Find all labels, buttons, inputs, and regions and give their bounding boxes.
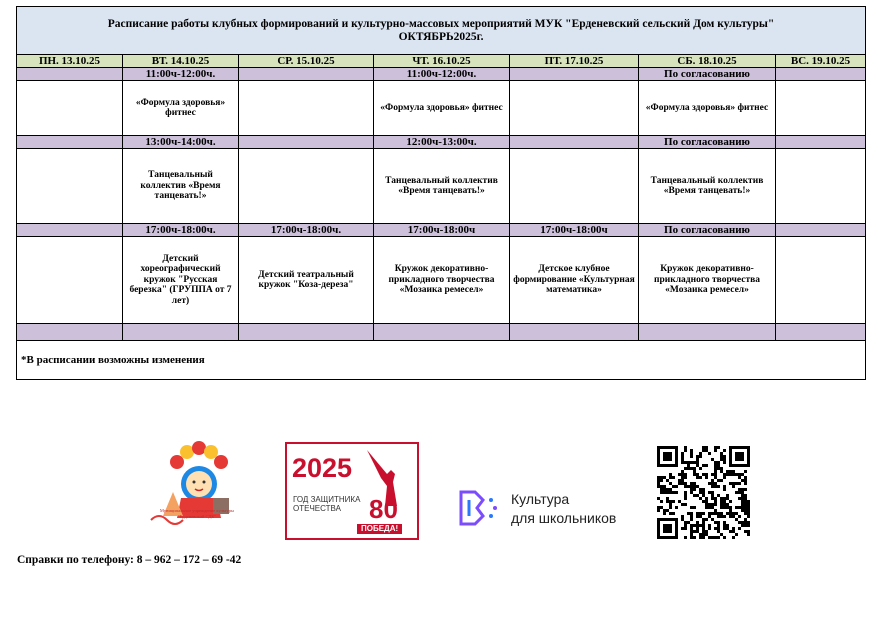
pobeda-logo — [285, 442, 419, 540]
kultura-line-2: для школьников — [511, 510, 617, 526]
empty-cell — [510, 324, 639, 341]
activity-cell: «Формула здоровья» фитнес — [374, 81, 510, 136]
time-cell: 12:00ч-13:00ч. — [374, 136, 510, 149]
activity-cell: Танцевальный коллектив «Время танцевать!» — [123, 149, 239, 224]
activity-cell: Кружок декоративно-прикладного творчества «Мозаика ремесел» — [639, 237, 776, 324]
schedule-table — [16, 6, 866, 380]
time-cell — [17, 68, 123, 81]
activity-cell — [17, 81, 123, 136]
matryoshka-icon — [147, 440, 247, 536]
activity-cell — [17, 149, 123, 224]
phone-info: Справки по телефону: 8 – 962 – 172 – 69 -42 — [17, 554, 242, 566]
empty-cell — [239, 324, 374, 341]
time-cell — [239, 136, 374, 149]
activity-cell: Кружок декоративно-прикладного творчества «Мозаика ремесел» — [374, 237, 510, 324]
kultura-k-icon — [455, 488, 501, 528]
activity-cell — [776, 81, 866, 136]
time-cell: 17:00ч-18:00ч. — [123, 224, 239, 237]
activity-cell: Танцевальный коллектив «Время танцевать!» — [374, 149, 510, 224]
dk-caption: Муниципальное учреждение культуры "Ерденевский СДК" — [159, 508, 235, 519]
activity-cell — [776, 237, 866, 324]
pobeda-line-1: ГОД ЗАЩИТНИКА — [293, 495, 361, 504]
time-cell: По согласованию — [639, 224, 776, 237]
day-cell: СБ. 18.10.25 — [639, 55, 776, 68]
title-line-2: ОКТЯБРЬ2025г. — [398, 30, 484, 43]
pobeda-line-2: ОТЕЧЕСТВА — [293, 504, 341, 513]
activity-cell — [510, 149, 639, 224]
time-cell: 17:00ч-18:00ч — [374, 224, 510, 237]
time-cell: По согласованию — [639, 136, 776, 149]
activity-cell — [239, 149, 374, 224]
activity-cell: «Формула здоровья» фитнес — [123, 81, 239, 136]
time-cell — [239, 68, 374, 81]
pobeda-80: 80 — [369, 494, 398, 524]
time-cell: 17:00ч-18:00ч — [510, 224, 639, 237]
time-cell: 17:00ч-18:00ч. — [239, 224, 374, 237]
day-cell: СР. 15.10.25 — [239, 55, 374, 68]
day-cell: ВТ. 14.10.25 — [123, 55, 239, 68]
empty-cell — [17, 324, 123, 341]
day-cell: ЧТ. 16.10.25 — [374, 55, 510, 68]
days-row — [17, 55, 866, 68]
activity-row — [17, 237, 866, 324]
activity-row — [17, 81, 866, 136]
time-row — [17, 68, 866, 81]
title-line-1: Расписание работы клубных формирований и культурно-массовых мероприятий МУК "Ерденевский сельский Дом культуры" — [107, 17, 775, 30]
time-row — [17, 224, 866, 237]
activity-cell — [776, 149, 866, 224]
time-cell — [17, 136, 123, 149]
kultura-line-1: Культура — [511, 491, 570, 507]
activity-cell: Детское клубное формирование «Культурная математика» — [510, 237, 639, 324]
time-cell — [776, 224, 866, 237]
activity-cell: Детский хореографический кружок "Русская березка" (ГРУППА от 7 лет) — [123, 237, 239, 324]
dk-logo — [147, 440, 247, 536]
day-cell: ПТ. 17.10.25 — [510, 55, 639, 68]
activity-cell: Детский театральный кружок "Коза-дереза" — [239, 237, 374, 324]
empty-cell — [776, 324, 866, 341]
activity-row — [17, 149, 866, 224]
empty-cell — [123, 324, 239, 341]
time-cell: По согласованию — [639, 68, 776, 81]
schedule-title — [17, 7, 866, 55]
empty-row — [17, 324, 866, 341]
activity-cell — [239, 81, 374, 136]
time-row — [17, 136, 866, 149]
time-cell — [510, 136, 639, 149]
activity-cell — [17, 237, 123, 324]
empty-cell — [639, 324, 776, 341]
pobeda-year: 2025 — [292, 453, 353, 483]
kultura-logo — [455, 484, 640, 532]
pobeda-word: ПОБЕДА! — [357, 524, 402, 534]
time-cell — [17, 224, 123, 237]
time-cell — [510, 68, 639, 81]
activity-cell: Танцевальный коллектив «Время танцевать!» — [639, 149, 776, 224]
qr-code-icon — [657, 446, 750, 539]
time-cell: 13:00ч-14:00ч. — [123, 136, 239, 149]
activity-cell — [510, 81, 639, 136]
schedule-note: *В расписании возможны изменения — [17, 341, 866, 380]
day-cell: ВС. 19.10.25 — [776, 55, 866, 68]
empty-cell — [374, 324, 510, 341]
time-cell: 11:00ч-12:00ч. — [374, 68, 510, 81]
day-cell: ПН. 13.10.25 — [17, 55, 123, 68]
qr-code[interactable] — [657, 446, 750, 539]
time-cell — [776, 68, 866, 81]
time-cell: 11:00ч-12:00ч. — [123, 68, 239, 81]
activity-cell: «Формула здоровья» фитнес — [639, 81, 776, 136]
time-cell — [776, 136, 866, 149]
